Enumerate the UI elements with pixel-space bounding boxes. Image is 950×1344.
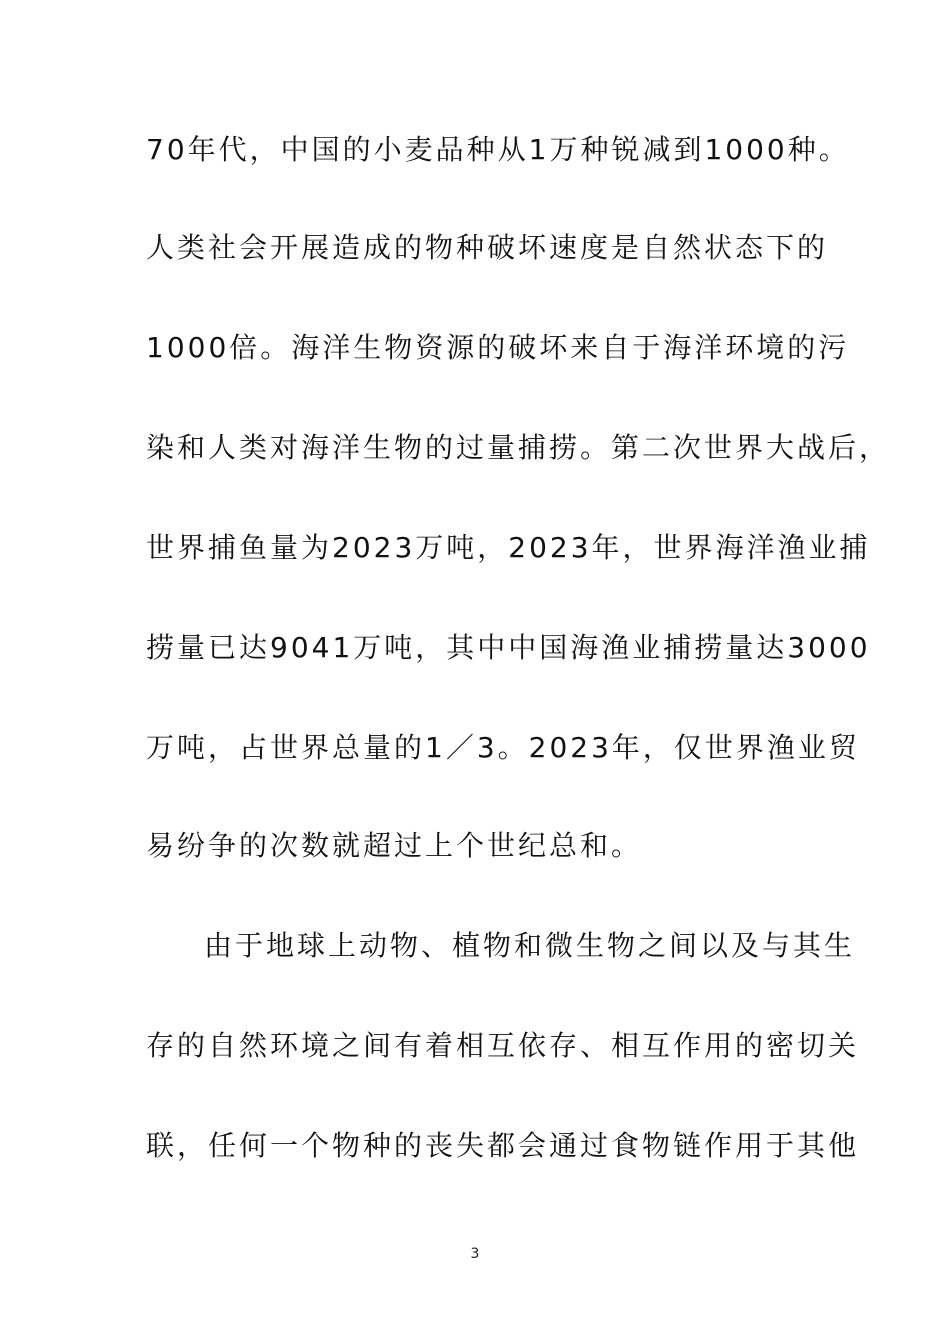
page-number: 3 <box>470 1246 480 1262</box>
text-line-4: 染和人类对海洋生物的过量捕捞。第二次世界大战后， <box>146 431 891 464</box>
text-line-1: 70年代，中国的小麦品种从1万种锐减到1000种。 <box>146 133 850 166</box>
text-line-6: 捞量已达9041万吨，其中中国海渔业捕捞量达3000 <box>146 631 871 664</box>
text-line-2: 人类社会开展造成的物种破坏速度是自然状态下的 <box>146 231 829 264</box>
text-line-8: 易纷争的次数就超过上个世纪总和。 <box>146 829 643 862</box>
text-line-7: 万吨，占世界总量的1／3。2023年，仅世界渔业贸 <box>146 731 860 764</box>
text-line-3: 1000倍。海洋生物资源的破坏来自于海洋环境的污 <box>146 331 850 364</box>
text-line-10: 存的自然环境之间有着相互依存、相互作用的密切关 <box>146 1029 860 1062</box>
text-line-5: 世界捕鱼量为2023万吨，2023年，世界海洋渔业捕 <box>146 531 871 564</box>
paragraph-start-line: 由于地球上动物、植物和微生物之间以及与其生 <box>204 929 856 962</box>
text-line-11: 联，任何一个物种的丧失都会通过食物链作用于其他 <box>146 1129 860 1162</box>
